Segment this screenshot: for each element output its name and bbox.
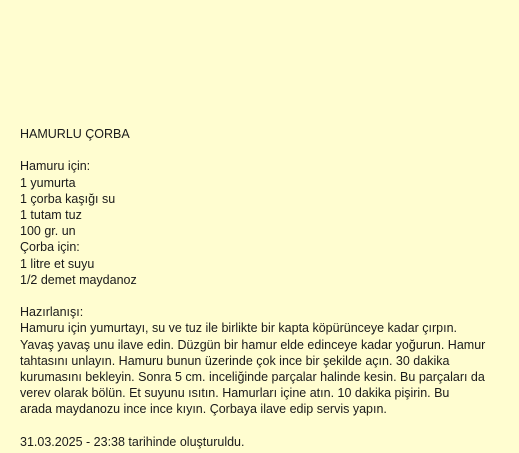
prep-text-line: kurumasını bekleyin. Sonra 5 cm. inceliğinde parçalar halinde kesin. Bu parçaları da xyxy=(20,370,485,385)
spacer xyxy=(20,288,510,304)
prep-text-line: verev olarak bölün. Et suyunu ısıtın. Hamurları içine atın. 10 dakika pişirin. Bu xyxy=(20,386,450,401)
prep-text-line: tahtasını unlayın. Hamuru bunun üzerinde çok ince bir şekilde açın. 30 dakika xyxy=(20,353,450,368)
recipe-document xyxy=(20,126,510,450)
prep-heading: Hazırlanışı: xyxy=(20,305,84,320)
recipe-title: HAMURLU ÇORBA xyxy=(20,127,130,141)
prep-text-line: Hamuru için yumurtayı, su ve tuz ile birlikte bir kapta köpürünceye kadar çırpın. xyxy=(20,321,457,336)
dough-heading: Hamuru için: xyxy=(20,159,91,174)
prep-text-line: Yavaş yavaş unu ilave edin. Düzgün bir hamur elde edinceye kadar yoğurun. Hamur xyxy=(20,337,486,352)
spacer xyxy=(20,418,510,434)
soup-heading: Çorba için: xyxy=(20,240,80,255)
spacer xyxy=(20,142,510,158)
created-timestamp: 31.03.2025 - 23:38 tarihinde oluşturuldu. xyxy=(20,434,245,449)
ingredient-item: 100 gr. un xyxy=(20,224,76,239)
ingredient-item: 1 yumurta xyxy=(20,175,76,190)
ingredient-item: 1/2 demet maydanoz xyxy=(20,272,137,287)
ingredient-item: 1 çorba kaşığı su xyxy=(20,191,116,206)
ingredient-item: 1 tutam tuz xyxy=(20,208,82,222)
prep-text-line: arada maydanozu ince ince kıyın. Çorbaya ilave edip servis yapın. xyxy=(20,402,387,417)
ingredient-item: 1 litre et suyu xyxy=(20,256,95,271)
